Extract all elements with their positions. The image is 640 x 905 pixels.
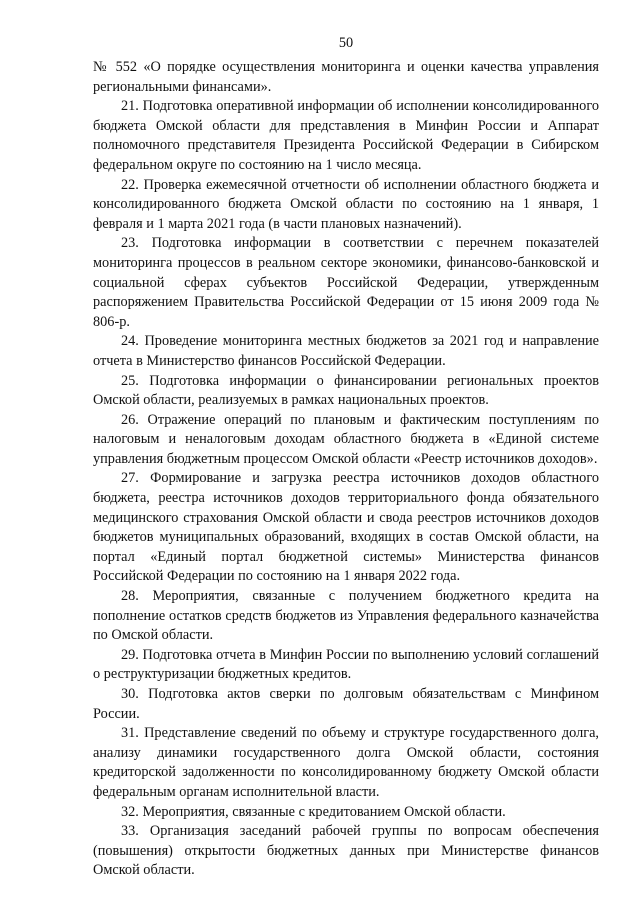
paragraph-item-26: 26. Отражение операций по плановым и фактическим поступлениям по налоговым и неналоговым доходам областного бюджета в «Единой системе управления бюджетным процессом Омской области «Реестр источников доходов». — [93, 411, 599, 467]
paragraph-item-21: 21. Подготовка оперативной информации об исполнении консолидированного бюджета Омской области для представления в Минфин России и Аппарат полномочного представителя Президента Российской Федерации в Сибирском федеральном округе по состоянию на 1 число месяца. — [93, 98, 599, 173]
paragraph-continuation: № 552 «О порядке осуществления мониторинга и оценки качества управления региональными финансами». — [93, 59, 599, 95]
paragraph-item-28: 28. Мероприятия, связанные с получением бюджетного кредита на пополнение остатков средств бюджетов из Управления федерального казначейства по Омской области. — [93, 588, 599, 644]
paragraph-item-31: 31. Представление сведений по объему и структуре государственного долга, анализу динамики государственного долга Омской области, состояния кредиторской задолженности по консолидированному бюджету Омской области федеральным органам исполнительной власти. — [93, 725, 599, 800]
paragraph-item-22: 22. Проверка ежемесячной отчетности об исполнении областного бюджета и консолидированного бюджета Омской области по состоянию на 1 января, 1 февраля и 1 марта 2021 года (в части плановых назначений). — [93, 176, 599, 232]
paragraph-item-27: 27. Формирование и загрузка реестра источников доходов областного бюджета, реестра источников доходов территориального фонда обязательного медицинского страхования Омской области и свода реестров источников доходов бюджетов муниципальных образований, входящих в состав Омской области, на портал «Единый портал бюджетной системы» Министерства финансов Российской Федерации по состоянию на 1 января 2022 года. — [93, 470, 599, 585]
paragraph-item-33: 33. Организация заседаний рабочей группы по вопросам обеспечения (повышения) открытости бюджетных данных при Министерстве финансов Омской области. — [93, 823, 599, 879]
paragraph-item-30: 30. Подготовка актов сверки по долговым обязательствам с Минфином России. — [93, 686, 599, 722]
paragraph-item-23: 23. Подготовка информации в соответствии с перечнем показателей мониторинга процессов в реальном секторе экономики, финансово-банковской и социальной сферах субъектов Российской Федерации, утвержденным распоряжением Правительства Российской Федерации от 15 июня 2009 года № 806-р. — [93, 235, 599, 330]
paragraph-item-25: 25. Подготовка информации о финансировании региональных проектов Омской области, реализуемых в рамках национальных проектов. — [93, 372, 599, 409]
document-page — [93, 34, 599, 881]
paragraph-item-24: 24. Проведение мониторинга местных бюджетов за 2021 год и направление отчета в Министерство финансов Российской Федерации. — [93, 333, 599, 369]
paragraph-item-29: 29. Подготовка отчета в Минфин России по выполнению условий соглашений о реструктуризации бюджетных кредитов. — [93, 646, 599, 683]
page-number: 50 — [338, 35, 354, 51]
paragraph-item-32: 32. Мероприятия, связанные с кредитованием Омской области. — [121, 803, 506, 820]
